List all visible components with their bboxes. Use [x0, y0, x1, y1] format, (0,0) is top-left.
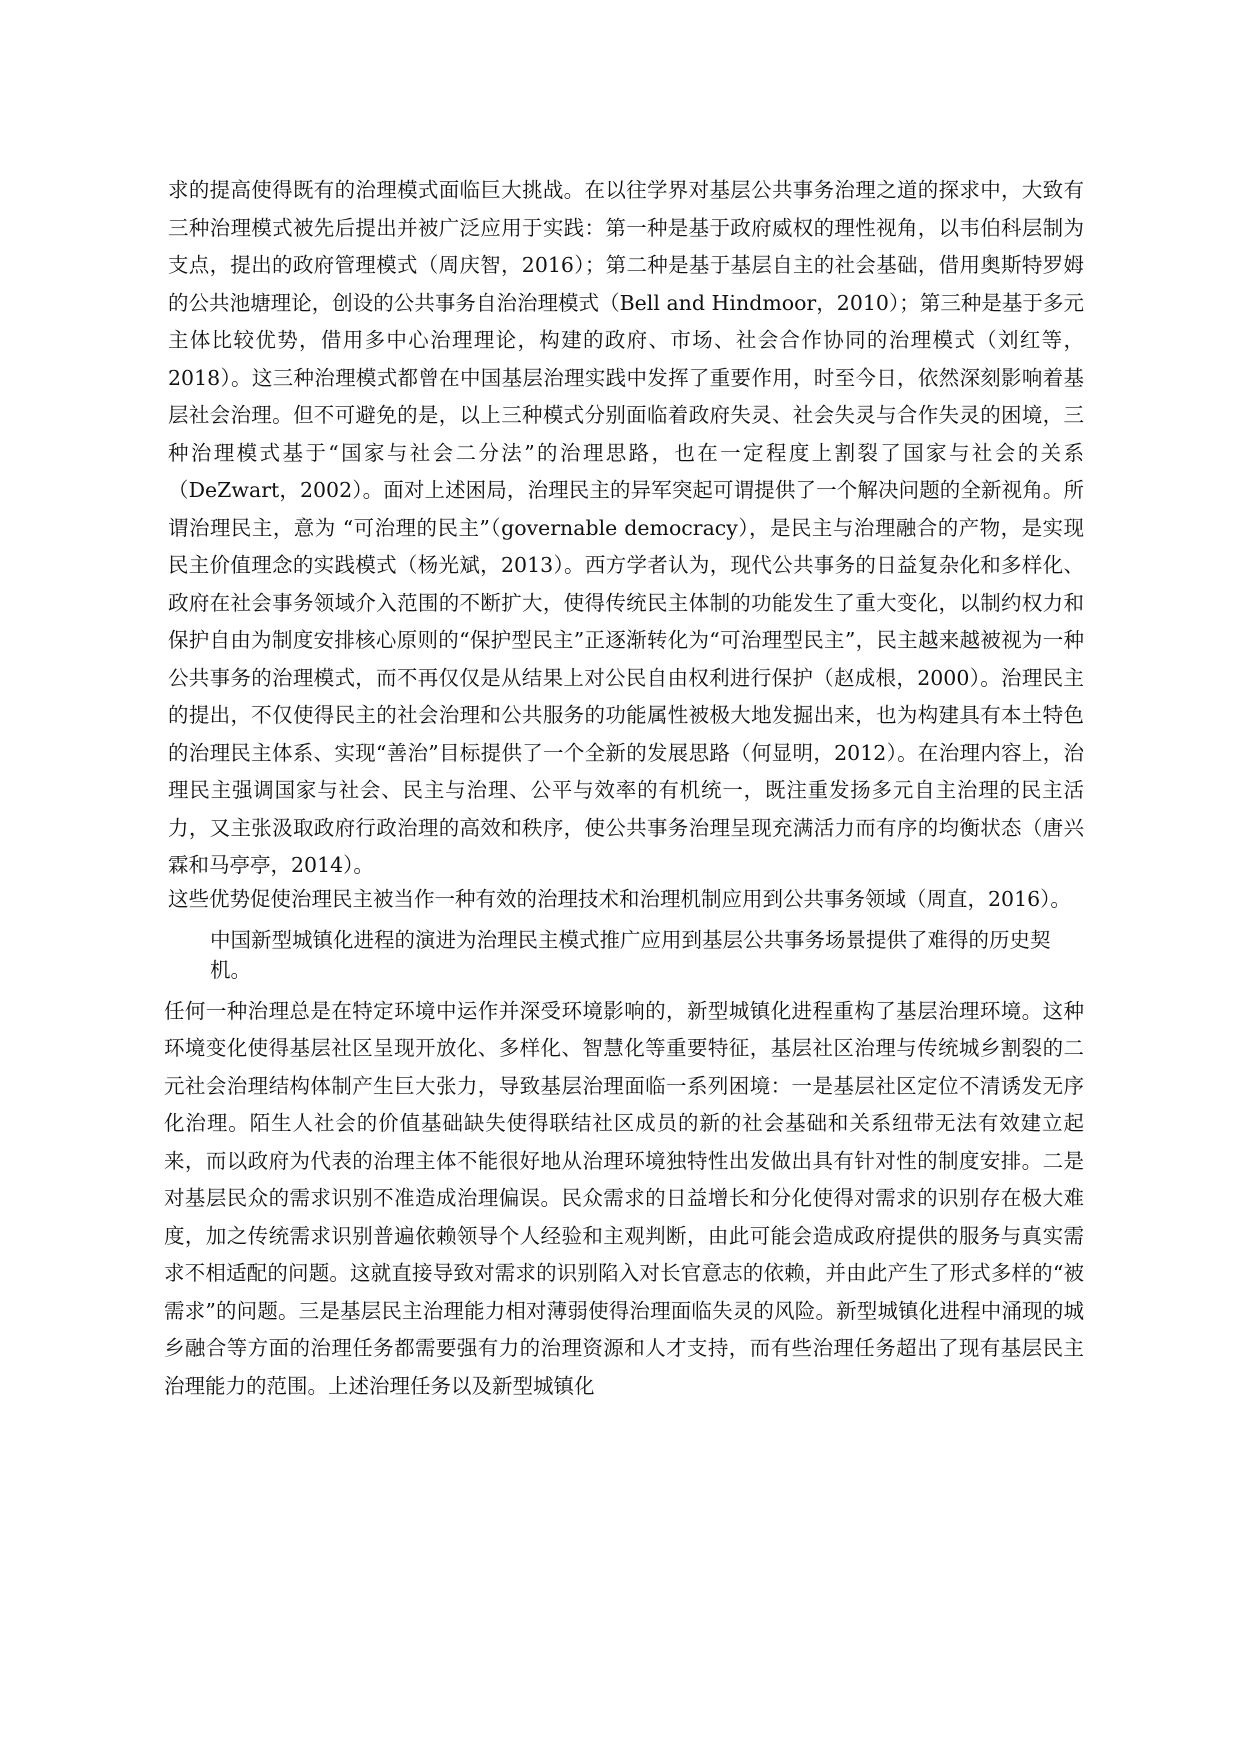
body-paragraph-1-tail: 这些优势促使治理民主被当作一种有效的治理技术和治理机制应用到公共事务领域（周直，2016）。 [168, 886, 1071, 911]
body-paragraph-1: 求的提高使得既有的治理模式面临巨大挑战。在以往学界对基层公共事务治理之道的探求中，大致有三种治理模式被先后提出并被广泛应用于实践：第一种是基于政府威权的理性视角，以韦伯科层制为支点，提出的政府管理模式（周庆智，2016）；第二种是基于基层自主的社会基础，借用奥斯特罗姆的公共池塘理论，创设的公共事务自治治理模式（Bell and Hindmoor，2010）；第三种是基于多元主体比较优势，借用多中心治理理论，构建的政府、市场、社会合作协同的治理模式（刘红等，2018）。这三种治理模式都曾在中国基层治理实践中发挥了重要作用，时至今日，依然深刻影响着基层社会治理。但不可避免的是，以上三种模式分别面临着政府失灵、社会失灵与合作失灵的困境，三种治理模式基于“国家与社会二分法”的治理思路，也在一定程度上割裂了国家与社会的关系（DeZwart，2002）。面对上述困局，治理民主的异军突起可谓提供了一个解决问题的全新视角。所谓治理民主，意为 “可治理的民主”（governable democracy），是民主与治理融合的产物，是实现民主价值理念的实践模式（杨光斌，2013）。西方学者认为，现代公共事务的日益复杂化和多样化、政府在社会事务领域介入范围的不断扩大，使得传统民主体制的功能发生了重大变化，以制约权力和保护自由为制度安排核心原则的“保护型民主”正逐渐转化为“可治理型民主”，民主越来越被视为一种公共事务的治理模式，而不再仅仅是从结果上对公民自由权利进行保护（赵成根，2000）。治理民主的提出，不仅使得民主的社会治理和公共服务的功能属性被极大地发掘出来，也为构建具有本土特色的治理民主体系、实现“善治”目标提供了一个全新的发展思路（何显明，2012）。在治理内容上，治理民主强调国家与社会、民主与治理、公平与效率的有机统一，既注重发扬多元自主治理的民主活力，又主张汲取政府行政治理的高效和秩序，使公共事务治理呈现充满活力而有序的均衡状态（唐兴霖和马亭亭，2014）。 [168, 178, 1084, 877]
document-page [164, 172, 1084, 1426]
body-paragraph-2: 任何一种治理总是在特定环境中运作并深受环境影响的，新型城镇化进程重构了基层治理环境。这种环境变化使得基层社区呈现开放化、多样化、智慧化等重要特征，基层社区治理与传统城乡割裂的二元社会治理结构体制产生巨大张力，导致基层治理面临一系列困境：一是基层社区定位不清诱发无序化治理。陌生人社会的价值基础缺失使得联结社区成员的新的社会基础和关系纽带无法有效建立起来，而以政府为代表的治理主体不能很好地从治理环境独特性出发做出具有针对性的制度安排。二是对基层民众的需求识别不准造成治理偏误。民众需求的日益增长和分化使得对需求的识别存在极大难度，加之传统需求识别普遍依赖领导个人经验和主观判断，由此可能会造成政府提供的服务与真实需求不相适配的问题。这就直接导致对需求的识别陷入对长官意志的依赖，并由此产生了形式多样的“被需求”的问题。三是基层民主治理能力相对薄弱使得治理面临失灵的风险。新型城镇化进程中涌现的城乡融合等方面的治理任务都需要强有力的治理资源和人才支持，而有些治理任务超出了现有基层民主治理能力的范围。上述治理任务以及新型城镇化 [164, 998, 1084, 1398]
section-heading: 中国新型城镇化进程的演进为治理民主模式推广应用到基层公共事务场景提供了难得的历史契机。 [210, 927, 1051, 982]
